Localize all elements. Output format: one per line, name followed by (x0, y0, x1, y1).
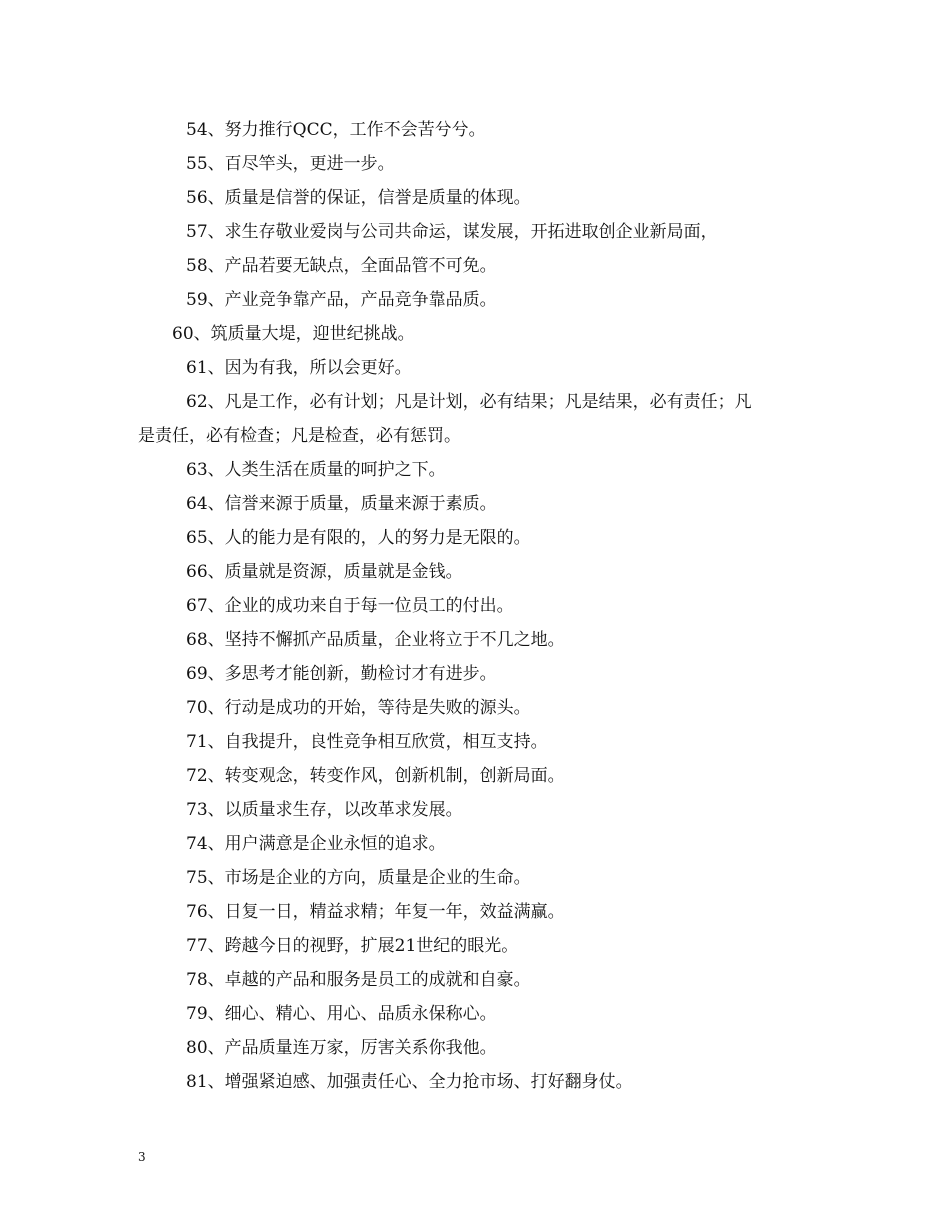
list-item: 69、多思考才能创新，勤检讨才有进步。 (186, 664, 497, 684)
list-item: 73、以质量求生存，以改革求发展。 (186, 800, 463, 820)
list-item: 66、质量就是资源，质量就是金钱。 (186, 562, 463, 582)
list-item: 72、转变观念，转变作风，创新机制，创新局面。 (186, 766, 565, 786)
list-item: 55、百尽竿头，更进一步。 (186, 154, 395, 174)
list-item: 56、质量是信誉的保证，信誉是质量的体现。 (186, 188, 531, 208)
list-item: 61、因为有我，所以会更好。 (186, 358, 412, 378)
list-item: 78、卓越的产品和服务是员工的成就和自豪。 (186, 970, 531, 990)
list-item: 54、努力推行QCC，工作不会苦兮兮。 (186, 120, 486, 140)
page-number: 3 (138, 1150, 146, 1164)
list-item: 81、增强紧迫感、加强责任心、全力抢市场、打好翻身仗。 (186, 1072, 633, 1092)
list-item: 62、凡是工作，必有计划；凡是计划，必有结果；凡是结果，必有责任；凡 (186, 392, 752, 412)
list-item: 59、产业竞争靠产品，产品竞争靠品质。 (186, 290, 497, 310)
list-item: 64、信誉来源于质量，质量来源于素质。 (186, 494, 497, 514)
list-item: 68、坚持不懈抓产品质量，企业将立于不几之地。 (186, 630, 565, 650)
list-item: 71、自我提升，良性竞争相互欣赏，相互支持。 (186, 732, 548, 752)
list-item: 74、用户满意是企业永恒的追求。 (186, 834, 446, 854)
list-item: 60、筑质量大堤，迎世纪挑战。 (172, 324, 415, 344)
list-item: 77、跨越今日的视野，扩展21世纪的眼光。 (186, 936, 519, 956)
list-item-continuation: 是责任，必有检查；凡是检查，必有惩罚。 (138, 426, 461, 446)
list-item: 70、行动是成功的开始，等待是失败的源头。 (186, 698, 531, 718)
list-item: 79、细心、精心、用心、品质永保称心。 (186, 1004, 497, 1024)
list-item: 75、市场是企业的方向，质量是企业的生命。 (186, 868, 531, 888)
list-item: 80、产品质量连万家，厉害关系你我他。 (186, 1038, 497, 1058)
list-item: 63、人类生活在质量的呵护之下。 (186, 460, 446, 480)
list-item: 65、人的能力是有限的，人的努力是无限的。 (186, 528, 531, 548)
list-item: 67、企业的成功来自于每一位员工的付出。 (186, 596, 514, 616)
list-item: 58、产品若要无缺点，全面品管不可免。 (186, 256, 497, 276)
list-item: 76、日复一日，精益求精；年复一年，效益满赢。 (186, 902, 565, 922)
list-item: 57、求生存敬业爱岗与公司共命运，谋发展，开拓进取创企业新局面， (186, 222, 718, 242)
